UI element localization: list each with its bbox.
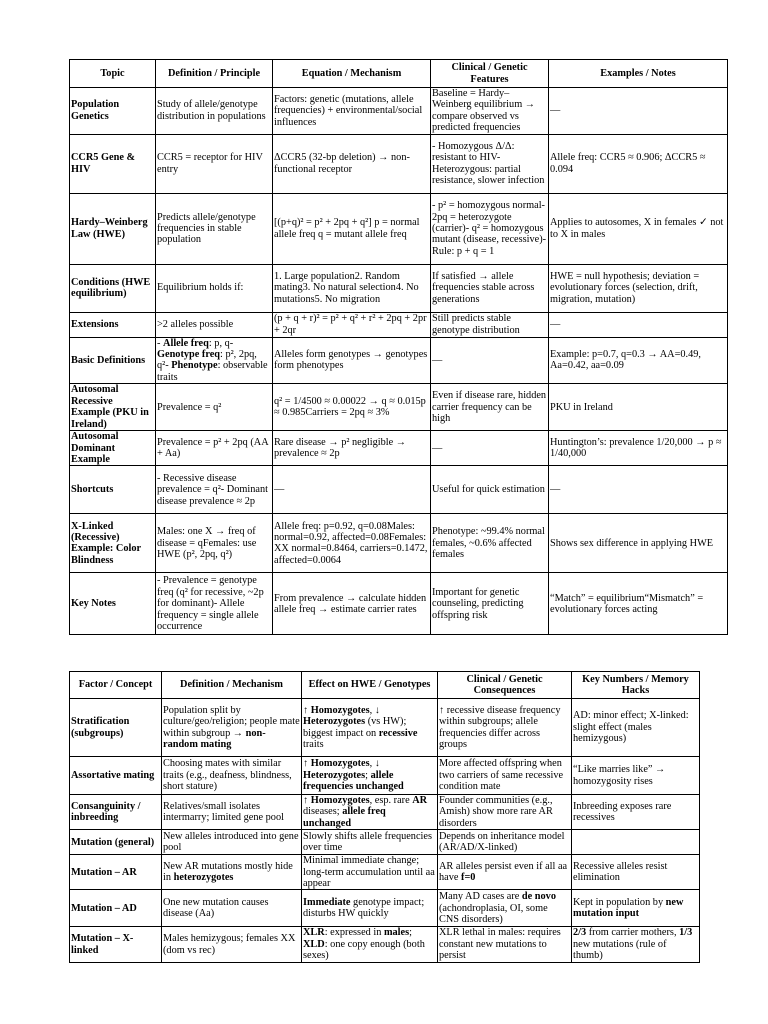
cell: Equilibrium holds if: — [156, 264, 273, 312]
cell: Baseline = Hardy–Weinberg equilibrium → compare observed vs predicted frequencies — [431, 88, 549, 135]
table-row — [70, 699, 700, 757]
header-topic: Topic — [70, 60, 156, 88]
cell: Allele freq: CCR5 ≈ 0.906; ΔCCR5 ≈ 0.094 — [549, 134, 728, 193]
cell: Population split by culture/geo/religion; people mate within subgroup → non-random mating — [162, 699, 302, 757]
header-clinical: Clinical / Genetic Features — [431, 60, 549, 88]
cell: ↑ Homozygotes, ↓ Heterozygotes; allele frequencies unchanged — [302, 757, 438, 795]
cell: One new mutation causes disease (Aa) — [162, 890, 302, 927]
table-header-row — [70, 60, 728, 88]
cell: Study of allele/genotype distribution in populations — [156, 88, 273, 135]
cell: Shows sex difference in applying HWE — [549, 514, 728, 573]
table-row — [70, 384, 728, 431]
cell: Minimal immediate change; long-term accumulation until aa appear — [302, 855, 438, 890]
cell: Relatives/small isolates intermarry; limited gene pool — [162, 795, 302, 830]
table-row — [70, 193, 728, 264]
row-topic: Mutation (general) — [70, 830, 162, 855]
table-row — [70, 757, 700, 795]
cell: — — [431, 337, 549, 384]
table-row — [70, 264, 728, 312]
cell: AR alleles persist even if all aa have f=0 — [438, 855, 572, 890]
cell: - Allele freq: p, q- Genotype freq: p², 2pq, q²- Phenotype: observable traits — [156, 337, 273, 384]
row-topic: CCR5 Gene & HIV — [70, 134, 156, 193]
cell: PKU in Ireland — [549, 384, 728, 431]
header-consequences: Clinical / Genetic Consequences — [438, 672, 572, 699]
table-header-row — [70, 672, 700, 699]
cell: Important for genetic counseling, predicting offspring risk — [431, 573, 549, 635]
cell: — — [549, 88, 728, 135]
cell: — — [549, 312, 728, 337]
cell: 2/3 from carrier mothers, 1/3 new mutations (rule of thumb) — [572, 927, 700, 962]
cell: Choosing mates with similar traits (e.g., deafness, blindness, short stature) — [162, 757, 302, 795]
header-definition: Definition / Principle — [156, 60, 273, 88]
table-row — [70, 134, 728, 193]
cell: XLR: expressed in males; XLD: one copy enough (both sexes) — [302, 927, 438, 962]
table-row — [70, 312, 728, 337]
cell: Immediate genotype impact; disturbs HW quickly — [302, 890, 438, 927]
cell: Allele freq: p=0.92, q=0.08Males: normal=0.92, affected=0.08Females: XX normal=0.8464, carriers=0.1472, affected=0.0064 — [273, 514, 431, 573]
row-topic: Assortative mating — [70, 757, 162, 795]
cell: Example: p=0.7, q=0.3 → AA=0.49, Aa=0.42, aa=0.09 — [549, 337, 728, 384]
header-equation: Equation / Mechanism — [273, 60, 431, 88]
table-row — [70, 514, 728, 573]
row-topic: Key Notes — [70, 573, 156, 635]
genetics-table-2 — [69, 671, 700, 963]
cell: More affected offspring when two carriers of same recessive condition mate — [438, 757, 572, 795]
row-topic: Population Genetics — [70, 88, 156, 135]
cell: - Recessive disease prevalence = q²- Dominant disease prevalence ≈ 2p — [156, 466, 273, 514]
cell: CCR5 = receptor for HIV entry — [156, 134, 273, 193]
cell: - Prevalence = genotype freq (q² for recessive, ~2p for dominant)- Allele frequency = single allele occurrence — [156, 573, 273, 635]
header-effect: Effect on HWE / Genotypes — [302, 672, 438, 699]
cell: AD: minor effect; X-linked: slight effect (males hemizygous) — [572, 699, 700, 757]
cell: Males: one X → freq of disease = qFemales: use HWE (p², 2pq, q²) — [156, 514, 273, 573]
cell — [572, 830, 700, 855]
cell: (p + q + r)² = p² + q² + r² + 2pq + 2pr + 2qr — [273, 312, 431, 337]
cell: “Like marries like” → homozygosity rises — [572, 757, 700, 795]
cell: — — [273, 466, 431, 514]
cell: Slowly shifts allele frequencies over time — [302, 830, 438, 855]
header-key-numbers: Key Numbers / Memory Hacks — [572, 672, 700, 699]
table-row — [70, 830, 700, 855]
header-definition: Definition / Mechanism — [162, 672, 302, 699]
cell: - Homozygous Δ/Δ: resistant to HIV- Heterozygous: partial resistance, slower infection — [431, 134, 549, 193]
genetics-table-1 — [69, 59, 728, 635]
row-topic: Mutation – AD — [70, 890, 162, 927]
cell: — — [431, 431, 549, 466]
header-examples: Examples / Notes — [549, 60, 728, 88]
cell: Applies to autosomes, X in females ✓ not to X in males — [549, 193, 728, 264]
cell: ↑ Homozygotes, esp. rare AR diseases; allele freq unchanged — [302, 795, 438, 830]
table-row — [70, 890, 700, 927]
cell: Males hemizygous; females XX (dom vs rec) — [162, 927, 302, 962]
header-factor: Factor / Concept — [70, 672, 162, 699]
cell: Kept in population by new mutation input — [572, 890, 700, 927]
table-row — [70, 573, 728, 635]
row-topic: Mutation – X-linked — [70, 927, 162, 962]
cell: ΔCCR5 (32-bp deletion) → non-functional receptor — [273, 134, 431, 193]
row-topic: Autosomal Dominant Example — [70, 431, 156, 466]
cell: q² = 1/4500 ≈ 0.00022 → q ≈ 0.015p ≈ 0.985Carriers = 2pq ≈ 3% — [273, 384, 431, 431]
row-topic: X-Linked (Recessive) Example: Color Blindness — [70, 514, 156, 573]
cell: From prevalence → calculate hidden allele freq → estimate carrier rates — [273, 573, 431, 635]
table-row — [70, 337, 728, 384]
table-row — [70, 927, 700, 962]
cell: >2 alleles possible — [156, 312, 273, 337]
table-row — [70, 466, 728, 514]
cell: Phenotype: ~99.4% normal females, ~0.6% affected females — [431, 514, 549, 573]
row-topic: Consanguinity / inbreeding — [70, 795, 162, 830]
cell: Even if disease rare, hidden carrier frequency can be high — [431, 384, 549, 431]
cell: HWE = null hypothesis; deviation = evolutionary forces (selection, drift, migration, mutation) — [549, 264, 728, 312]
row-topic: Autosomal Recessive Example (PKU in Ireland) — [70, 384, 156, 431]
table-row — [70, 88, 728, 135]
cell: Recessive alleles resist elimination — [572, 855, 700, 890]
table-row — [70, 431, 728, 466]
cell: XLR lethal in males: requires constant new mutations to persist — [438, 927, 572, 962]
cell: Founder communities (e.g., Amish) show more rare AR disorders — [438, 795, 572, 830]
cell: Factors: genetic (mutations, allele frequencies) + environmental/social influences — [273, 88, 431, 135]
cell: Prevalence = p² + 2pq (AA + Aa) — [156, 431, 273, 466]
row-topic: Shortcuts — [70, 466, 156, 514]
cell: New alleles introduced into gene pool — [162, 830, 302, 855]
cell: Rare disease → p² negligible → prevalence ≈ 2p — [273, 431, 431, 466]
row-topic: Conditions (HWE equilibrium) — [70, 264, 156, 312]
cell: New AR mutations mostly hide in heterozygotes — [162, 855, 302, 890]
cell: [(p+q)² = p² + 2pq + q²] p = normal allele freq q = mutant allele freq — [273, 193, 431, 264]
cell: 1. Large population2. Random mating3. No natural selection4. No mutations5. No migration — [273, 264, 431, 312]
cell: Many AD cases are de novo (achondroplasia, OI, some CNS disorders) — [438, 890, 572, 927]
cell: ↑ Homozygotes, ↓ Heterozygotes (vs HW); biggest impact on recessive traits — [302, 699, 438, 757]
row-topic: Mutation – AR — [70, 855, 162, 890]
cell: Huntington’s: prevalence 1/20,000 → p ≈ 1/40,000 — [549, 431, 728, 466]
cell: ↑ recessive disease frequency within subgroups; allele frequencies differ across groups — [438, 699, 572, 757]
cell: - p² = homozygous normal- 2pq = heterozygote (carrier)- q² = homozygous mutant (disease, recessive)- Rule: p + q = 1 — [431, 193, 549, 264]
row-topic: Hardy–Weinberg Law (HWE) — [70, 193, 156, 264]
row-topic: Basic Definitions — [70, 337, 156, 384]
cell: “Match” = equilibrium“Mismatch” = evolutionary forces acting — [549, 573, 728, 635]
cell: Depends on inheritance model (AR/AD/X-linked) — [438, 830, 572, 855]
cell: Still predicts stable genotype distribution — [431, 312, 549, 337]
cell: — — [549, 466, 728, 514]
cell: Prevalence = q² — [156, 384, 273, 431]
cell: Alleles form genotypes → genotypes form phenotypes — [273, 337, 431, 384]
row-topic: Stratification (subgroups) — [70, 699, 162, 757]
row-topic: Extensions — [70, 312, 156, 337]
cell: If satisfied → allele frequencies stable across generations — [431, 264, 549, 312]
cell: Predicts allele/genotype frequencies in stable population — [156, 193, 273, 264]
table-row — [70, 855, 700, 890]
table-row — [70, 795, 700, 830]
cell: Useful for quick estimation — [431, 466, 549, 514]
cell: Inbreeding exposes rare recessives — [572, 795, 700, 830]
